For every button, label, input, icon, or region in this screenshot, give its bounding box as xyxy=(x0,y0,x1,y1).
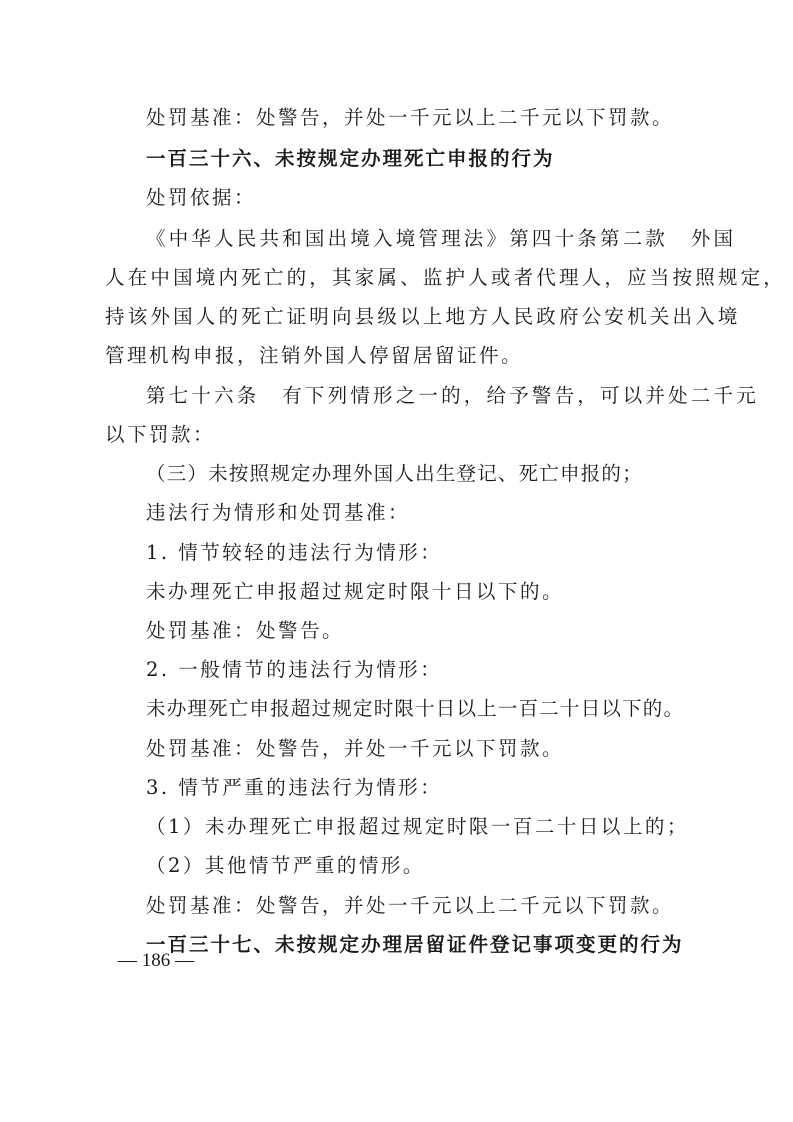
general-case-text: 未办理死亡申报超过规定时限十日以上一百二十日以下的。 xyxy=(146,697,685,720)
section-heading-137: 一百三十七、未按规定办理居留证件登记事项变更的行为 xyxy=(146,933,684,956)
law-citation-line: 《中华人民共和国出境入境管理法》第四十条第二款 外国 xyxy=(146,227,737,250)
general-case-heading: 2. 一般情节的违法行为情形： xyxy=(146,658,443,681)
law-text-line: 人在中国境内死亡的，其家属、监护人或者代理人，应当按照规定， xyxy=(105,266,787,289)
minor-case-heading: 1. 情节较轻的违法行为情形： xyxy=(146,541,443,564)
article-76-line: 第七十六条 有下列情形之一的，给予警告，可以并处二千元 xyxy=(146,384,759,407)
penalty-basis-label: 处罚依据： xyxy=(146,186,257,209)
serious-case-item-2: （2）其他情节严重的情形。 xyxy=(146,854,425,877)
penalty-standard-line: 处罚基准：处警告，并处一千元以上二千元以下罚款。 xyxy=(146,106,675,129)
page-number: — 186 — xyxy=(118,950,194,971)
minor-case-penalty: 处罚基准：处警告。 xyxy=(146,619,345,642)
article-76-line: 以下罚款： xyxy=(105,423,216,446)
general-case-penalty: 处罚基准：处警告，并处一千元以下罚款。 xyxy=(146,737,565,760)
article-item-3: （三）未按照规定办理外国人出生登记、死亡申报的； xyxy=(146,462,643,485)
serious-case-heading: 3. 情节严重的违法行为情形： xyxy=(146,776,443,799)
law-text-line: 持该外国人的死亡证明向县级以上地方人民政府公安机关出入境 xyxy=(105,305,741,328)
minor-case-text: 未办理死亡申报超过规定时限十日以下的。 xyxy=(146,580,565,603)
serious-case-penalty: 处罚基准：处警告，并处一千元以上二千元以下罚款。 xyxy=(146,894,675,917)
violation-standards-label: 违法行为情形和处罚基准： xyxy=(146,501,411,524)
serious-case-item-1: （1）未办理死亡申报超过规定时限一百二十日以上的； xyxy=(146,815,689,838)
law-text-line: 管理机构申报，注销外国人停留居留证件。 xyxy=(105,344,524,367)
section-heading-136: 一百三十六、未按规定办理死亡申报的行为 xyxy=(146,147,555,170)
